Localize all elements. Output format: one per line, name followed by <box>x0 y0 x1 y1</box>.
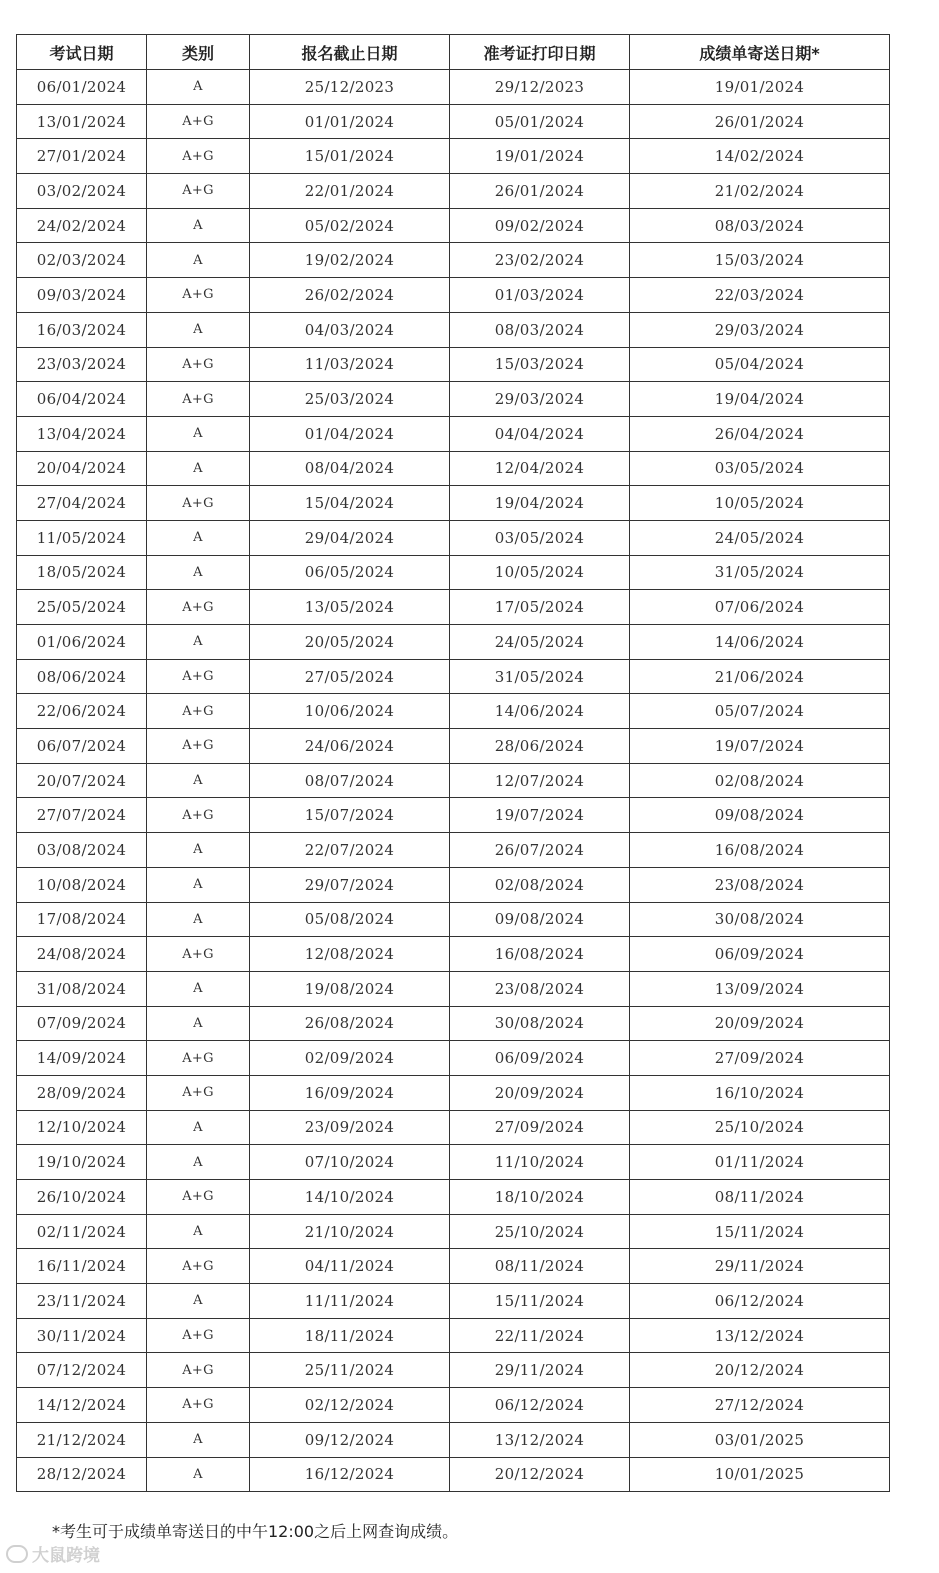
category-cell: A <box>147 902 250 937</box>
ticket-print-date-cell: 04/04/2024 <box>450 416 630 451</box>
exam-date-cell: 24/08/2024 <box>17 937 147 972</box>
category-cell: A+G <box>147 1388 250 1423</box>
score-report-date-cell: 03/01/2025 <box>630 1422 890 1457</box>
category-cell: A+G <box>147 486 250 521</box>
category-cell: A+G <box>147 1075 250 1110</box>
ticket-print-date-cell: 12/07/2024 <box>450 763 630 798</box>
ticket-print-date-cell: 02/08/2024 <box>450 867 630 902</box>
table-row <box>17 278 890 313</box>
exam-date-cell: 07/12/2024 <box>17 1353 147 1388</box>
registration-deadline-cell: 22/07/2024 <box>250 833 450 868</box>
category-cell: A <box>147 763 250 798</box>
category-cell: A <box>147 70 250 105</box>
exam-date-cell: 14/12/2024 <box>17 1388 147 1423</box>
score-report-date-cell: 13/12/2024 <box>630 1318 890 1353</box>
table-row <box>17 1214 890 1249</box>
exam-date-cell: 03/08/2024 <box>17 833 147 868</box>
table-row <box>17 139 890 174</box>
score-report-date-cell: 19/07/2024 <box>630 729 890 764</box>
category-cell: A+G <box>147 382 250 417</box>
registration-deadline-cell: 16/09/2024 <box>250 1075 450 1110</box>
exam-date-cell: 31/08/2024 <box>17 971 147 1006</box>
exam-date-cell: 22/06/2024 <box>17 694 147 729</box>
registration-deadline-cell: 18/11/2024 <box>250 1318 450 1353</box>
table-row <box>17 70 890 105</box>
registration-deadline-cell: 22/01/2024 <box>250 174 450 209</box>
category-cell: A+G <box>147 1249 250 1284</box>
header-admission-ticket-print-date: 准考证打印日期 <box>450 35 630 70</box>
table-row <box>17 1110 890 1145</box>
registration-deadline-cell: 11/11/2024 <box>250 1284 450 1319</box>
category-cell: A <box>147 520 250 555</box>
exam-date-cell: 12/10/2024 <box>17 1110 147 1145</box>
exam-date-cell: 11/05/2024 <box>17 520 147 555</box>
table-row <box>17 625 890 660</box>
ticket-print-date-cell: 14/06/2024 <box>450 694 630 729</box>
exam-schedule-table <box>16 34 890 1492</box>
ticket-print-date-cell: 27/09/2024 <box>450 1110 630 1145</box>
category-cell: A+G <box>147 1353 250 1388</box>
registration-deadline-cell: 06/05/2024 <box>250 555 450 590</box>
table-row <box>17 312 890 347</box>
exam-date-cell: 03/02/2024 <box>17 174 147 209</box>
score-report-date-cell: 29/11/2024 <box>630 1249 890 1284</box>
registration-deadline-cell: 25/12/2023 <box>250 70 450 105</box>
table-row <box>17 208 890 243</box>
score-report-date-cell: 14/02/2024 <box>630 139 890 174</box>
ticket-print-date-cell: 25/10/2024 <box>450 1214 630 1249</box>
registration-deadline-cell: 24/06/2024 <box>250 729 450 764</box>
exam-date-cell: 24/02/2024 <box>17 208 147 243</box>
table-row <box>17 1422 890 1457</box>
registration-deadline-cell: 15/07/2024 <box>250 798 450 833</box>
exam-date-cell: 28/12/2024 <box>17 1457 147 1492</box>
table-row <box>17 971 890 1006</box>
registration-deadline-cell: 29/07/2024 <box>250 867 450 902</box>
table-row <box>17 833 890 868</box>
ticket-print-date-cell: 28/06/2024 <box>450 729 630 764</box>
score-report-date-cell: 06/12/2024 <box>630 1284 890 1319</box>
table-row <box>17 416 890 451</box>
score-report-date-cell: 26/01/2024 <box>630 104 890 139</box>
registration-deadline-cell: 07/10/2024 <box>250 1145 450 1180</box>
exam-date-cell: 25/05/2024 <box>17 590 147 625</box>
registration-deadline-cell: 21/10/2024 <box>250 1214 450 1249</box>
table-row <box>17 1145 890 1180</box>
score-report-date-cell: 10/05/2024 <box>630 486 890 521</box>
exam-date-cell: 02/11/2024 <box>17 1214 147 1249</box>
category-cell: A <box>147 1457 250 1492</box>
watermark-logo-icon <box>6 1545 28 1563</box>
score-report-date-cell: 10/01/2025 <box>630 1457 890 1492</box>
table-row <box>17 902 890 937</box>
table-row <box>17 763 890 798</box>
table-row <box>17 694 890 729</box>
table-row <box>17 520 890 555</box>
registration-deadline-cell: 26/02/2024 <box>250 278 450 313</box>
ticket-print-date-cell: 29/12/2023 <box>450 70 630 105</box>
table-row <box>17 798 890 833</box>
exam-date-cell: 13/01/2024 <box>17 104 147 139</box>
registration-deadline-cell: 10/06/2024 <box>250 694 450 729</box>
table-row <box>17 1284 890 1319</box>
registration-deadline-cell: 27/05/2024 <box>250 659 450 694</box>
ticket-print-date-cell: 18/10/2024 <box>450 1180 630 1215</box>
registration-deadline-cell: 20/05/2024 <box>250 625 450 660</box>
score-report-date-cell: 01/11/2024 <box>630 1145 890 1180</box>
exam-date-cell: 19/10/2024 <box>17 1145 147 1180</box>
exam-date-cell: 28/09/2024 <box>17 1075 147 1110</box>
ticket-print-date-cell: 10/05/2024 <box>450 555 630 590</box>
exam-date-cell: 16/03/2024 <box>17 312 147 347</box>
table-row <box>17 243 890 278</box>
category-cell: A+G <box>147 104 250 139</box>
ticket-print-date-cell: 29/03/2024 <box>450 382 630 417</box>
ticket-print-date-cell: 20/09/2024 <box>450 1075 630 1110</box>
category-cell: A <box>147 1422 250 1457</box>
table-row <box>17 659 890 694</box>
registration-deadline-cell: 08/07/2024 <box>250 763 450 798</box>
table-row <box>17 1388 890 1423</box>
score-report-date-cell: 15/11/2024 <box>630 1214 890 1249</box>
category-cell: A <box>147 555 250 590</box>
ticket-print-date-cell: 26/07/2024 <box>450 833 630 868</box>
category-cell: A+G <box>147 1041 250 1076</box>
ticket-print-date-cell: 15/11/2024 <box>450 1284 630 1319</box>
score-report-date-cell: 14/06/2024 <box>630 625 890 660</box>
footnote: *考生可于成绩单寄送日的中午12:00之后上网查询成绩。 <box>52 1522 459 1541</box>
ticket-print-date-cell: 19/07/2024 <box>450 798 630 833</box>
score-report-date-cell: 05/04/2024 <box>630 347 890 382</box>
exam-date-cell: 20/07/2024 <box>17 763 147 798</box>
table-row <box>17 555 890 590</box>
table-row <box>17 174 890 209</box>
ticket-print-date-cell: 09/02/2024 <box>450 208 630 243</box>
table-row <box>17 104 890 139</box>
exam-date-cell: 08/06/2024 <box>17 659 147 694</box>
registration-deadline-cell: 12/08/2024 <box>250 937 450 972</box>
ticket-print-date-cell: 13/12/2024 <box>450 1422 630 1457</box>
registration-deadline-cell: 19/02/2024 <box>250 243 450 278</box>
registration-deadline-cell: 11/03/2024 <box>250 347 450 382</box>
registration-deadline-cell: 02/12/2024 <box>250 1388 450 1423</box>
score-report-date-cell: 16/08/2024 <box>630 833 890 868</box>
score-report-date-cell: 25/10/2024 <box>630 1110 890 1145</box>
score-report-date-cell: 23/08/2024 <box>630 867 890 902</box>
table-row <box>17 1075 890 1110</box>
table-row <box>17 1180 890 1215</box>
score-report-date-cell: 19/04/2024 <box>630 382 890 417</box>
category-cell: A+G <box>147 659 250 694</box>
exam-date-cell: 06/01/2024 <box>17 70 147 105</box>
exam-date-cell: 20/04/2024 <box>17 451 147 486</box>
registration-deadline-cell: 05/02/2024 <box>250 208 450 243</box>
registration-deadline-cell: 04/03/2024 <box>250 312 450 347</box>
score-report-date-cell: 24/05/2024 <box>630 520 890 555</box>
registration-deadline-cell: 19/08/2024 <box>250 971 450 1006</box>
ticket-print-date-cell: 30/08/2024 <box>450 1006 630 1041</box>
registration-deadline-cell: 01/01/2024 <box>250 104 450 139</box>
ticket-print-date-cell: 26/01/2024 <box>450 174 630 209</box>
score-report-date-cell: 07/06/2024 <box>630 590 890 625</box>
table-header <box>17 35 890 70</box>
watermark-text: 大鼠跨境 <box>32 1546 100 1566</box>
ticket-print-date-cell: 24/05/2024 <box>450 625 630 660</box>
score-report-date-cell: 27/12/2024 <box>630 1388 890 1423</box>
ticket-print-date-cell: 06/09/2024 <box>450 1041 630 1076</box>
category-cell: A <box>147 416 250 451</box>
exam-date-cell: 23/03/2024 <box>17 347 147 382</box>
exam-date-cell: 02/03/2024 <box>17 243 147 278</box>
category-cell: A <box>147 625 250 660</box>
category-cell: A <box>147 971 250 1006</box>
category-cell: A+G <box>147 694 250 729</box>
category-cell: A <box>147 243 250 278</box>
registration-deadline-cell: 25/11/2024 <box>250 1353 450 1388</box>
ticket-print-date-cell: 03/05/2024 <box>450 520 630 555</box>
category-cell: A+G <box>147 1180 250 1215</box>
exam-date-cell: 06/04/2024 <box>17 382 147 417</box>
category-cell: A <box>147 833 250 868</box>
header-score-report-send-date: 成绩单寄送日期* <box>630 35 890 70</box>
score-report-date-cell: 22/03/2024 <box>630 278 890 313</box>
category-cell: A+G <box>147 174 250 209</box>
category-cell: A <box>147 208 250 243</box>
table-row <box>17 729 890 764</box>
ticket-print-date-cell: 19/04/2024 <box>450 486 630 521</box>
category-cell: A+G <box>147 798 250 833</box>
category-cell: A <box>147 1284 250 1319</box>
category-cell: A+G <box>147 1318 250 1353</box>
score-report-date-cell: 27/09/2024 <box>630 1041 890 1076</box>
exam-date-cell: 27/07/2024 <box>17 798 147 833</box>
score-report-date-cell: 08/03/2024 <box>630 208 890 243</box>
category-cell: A <box>147 451 250 486</box>
category-cell: A+G <box>147 347 250 382</box>
ticket-print-date-cell: 12/04/2024 <box>450 451 630 486</box>
table-row <box>17 1353 890 1388</box>
ticket-print-date-cell: 23/02/2024 <box>450 243 630 278</box>
category-cell: A+G <box>147 937 250 972</box>
registration-deadline-cell: 08/04/2024 <box>250 451 450 486</box>
exam-date-cell: 01/06/2024 <box>17 625 147 660</box>
table-body <box>17 70 890 1492</box>
score-report-date-cell: 03/05/2024 <box>630 451 890 486</box>
score-report-date-cell: 15/03/2024 <box>630 243 890 278</box>
category-cell: A+G <box>147 139 250 174</box>
score-report-date-cell: 09/08/2024 <box>630 798 890 833</box>
exam-date-cell: 21/12/2024 <box>17 1422 147 1457</box>
header-category: 类别 <box>147 35 250 70</box>
header-row <box>17 35 890 70</box>
table-row <box>17 486 890 521</box>
table-row <box>17 590 890 625</box>
category-cell: A <box>147 867 250 902</box>
registration-deadline-cell: 26/08/2024 <box>250 1006 450 1041</box>
registration-deadline-cell: 23/09/2024 <box>250 1110 450 1145</box>
exam-date-cell: 27/04/2024 <box>17 486 147 521</box>
ticket-print-date-cell: 15/03/2024 <box>450 347 630 382</box>
exam-date-cell: 07/09/2024 <box>17 1006 147 1041</box>
registration-deadline-cell: 04/11/2024 <box>250 1249 450 1284</box>
score-report-date-cell: 19/01/2024 <box>630 70 890 105</box>
ticket-print-date-cell: 31/05/2024 <box>450 659 630 694</box>
score-report-date-cell: 06/09/2024 <box>630 937 890 972</box>
registration-deadline-cell: 25/03/2024 <box>250 382 450 417</box>
category-cell: A <box>147 1006 250 1041</box>
table-row <box>17 347 890 382</box>
ticket-print-date-cell: 20/12/2024 <box>450 1457 630 1492</box>
ticket-print-date-cell: 16/08/2024 <box>450 937 630 972</box>
score-report-date-cell: 20/09/2024 <box>630 1006 890 1041</box>
category-cell: A+G <box>147 278 250 313</box>
table-row <box>17 867 890 902</box>
exam-date-cell: 26/10/2024 <box>17 1180 147 1215</box>
registration-deadline-cell: 16/12/2024 <box>250 1457 450 1492</box>
score-report-date-cell: 21/02/2024 <box>630 174 890 209</box>
category-cell: A <box>147 1145 250 1180</box>
exam-date-cell: 06/07/2024 <box>17 729 147 764</box>
ticket-print-date-cell: 01/03/2024 <box>450 278 630 313</box>
exam-date-cell: 10/08/2024 <box>17 867 147 902</box>
exam-date-cell: 09/03/2024 <box>17 278 147 313</box>
ticket-print-date-cell: 05/01/2024 <box>450 104 630 139</box>
table-row <box>17 1318 890 1353</box>
ticket-print-date-cell: 09/08/2024 <box>450 902 630 937</box>
score-report-date-cell: 05/07/2024 <box>630 694 890 729</box>
score-report-date-cell: 16/10/2024 <box>630 1075 890 1110</box>
ticket-print-date-cell: 23/08/2024 <box>450 971 630 1006</box>
exam-date-cell: 13/04/2024 <box>17 416 147 451</box>
ticket-print-date-cell: 29/11/2024 <box>450 1353 630 1388</box>
exam-date-cell: 16/11/2024 <box>17 1249 147 1284</box>
registration-deadline-cell: 29/04/2024 <box>250 520 450 555</box>
exam-date-cell: 17/08/2024 <box>17 902 147 937</box>
exam-date-cell: 30/11/2024 <box>17 1318 147 1353</box>
category-cell: A+G <box>147 729 250 764</box>
score-report-date-cell: 13/09/2024 <box>630 971 890 1006</box>
category-cell: A+G <box>147 590 250 625</box>
ticket-print-date-cell: 19/01/2024 <box>450 139 630 174</box>
category-cell: A <box>147 1110 250 1145</box>
exam-date-cell: 27/01/2024 <box>17 139 147 174</box>
score-report-date-cell: 08/11/2024 <box>630 1180 890 1215</box>
ticket-print-date-cell: 17/05/2024 <box>450 590 630 625</box>
table-row <box>17 937 890 972</box>
registration-deadline-cell: 15/01/2024 <box>250 139 450 174</box>
table-row <box>17 1041 890 1076</box>
table-row <box>17 382 890 417</box>
registration-deadline-cell: 09/12/2024 <box>250 1422 450 1457</box>
exam-date-cell: 18/05/2024 <box>17 555 147 590</box>
score-report-date-cell: 21/06/2024 <box>630 659 890 694</box>
registration-deadline-cell: 13/05/2024 <box>250 590 450 625</box>
table-row <box>17 451 890 486</box>
ticket-print-date-cell: 11/10/2024 <box>450 1145 630 1180</box>
watermark <box>6 1541 100 1566</box>
score-report-date-cell: 31/05/2024 <box>630 555 890 590</box>
ticket-print-date-cell: 22/11/2024 <box>450 1318 630 1353</box>
registration-deadline-cell: 15/04/2024 <box>250 486 450 521</box>
exam-date-cell: 23/11/2024 <box>17 1284 147 1319</box>
category-cell: A <box>147 312 250 347</box>
score-report-date-cell: 26/04/2024 <box>630 416 890 451</box>
ticket-print-date-cell: 08/11/2024 <box>450 1249 630 1284</box>
ticket-print-date-cell: 06/12/2024 <box>450 1388 630 1423</box>
header-registration-deadline: 报名截止日期 <box>250 35 450 70</box>
score-report-date-cell: 02/08/2024 <box>630 763 890 798</box>
registration-deadline-cell: 05/08/2024 <box>250 902 450 937</box>
registration-deadline-cell: 14/10/2024 <box>250 1180 450 1215</box>
header-exam-date: 考试日期 <box>17 35 147 70</box>
score-report-date-cell: 30/08/2024 <box>630 902 890 937</box>
category-cell: A <box>147 1214 250 1249</box>
exam-date-cell: 14/09/2024 <box>17 1041 147 1076</box>
registration-deadline-cell: 02/09/2024 <box>250 1041 450 1076</box>
score-report-date-cell: 20/12/2024 <box>630 1353 890 1388</box>
registration-deadline-cell: 01/04/2024 <box>250 416 450 451</box>
table-row <box>17 1457 890 1492</box>
table-row <box>17 1249 890 1284</box>
score-report-date-cell: 29/03/2024 <box>630 312 890 347</box>
table-row <box>17 1006 890 1041</box>
ticket-print-date-cell: 08/03/2024 <box>450 312 630 347</box>
